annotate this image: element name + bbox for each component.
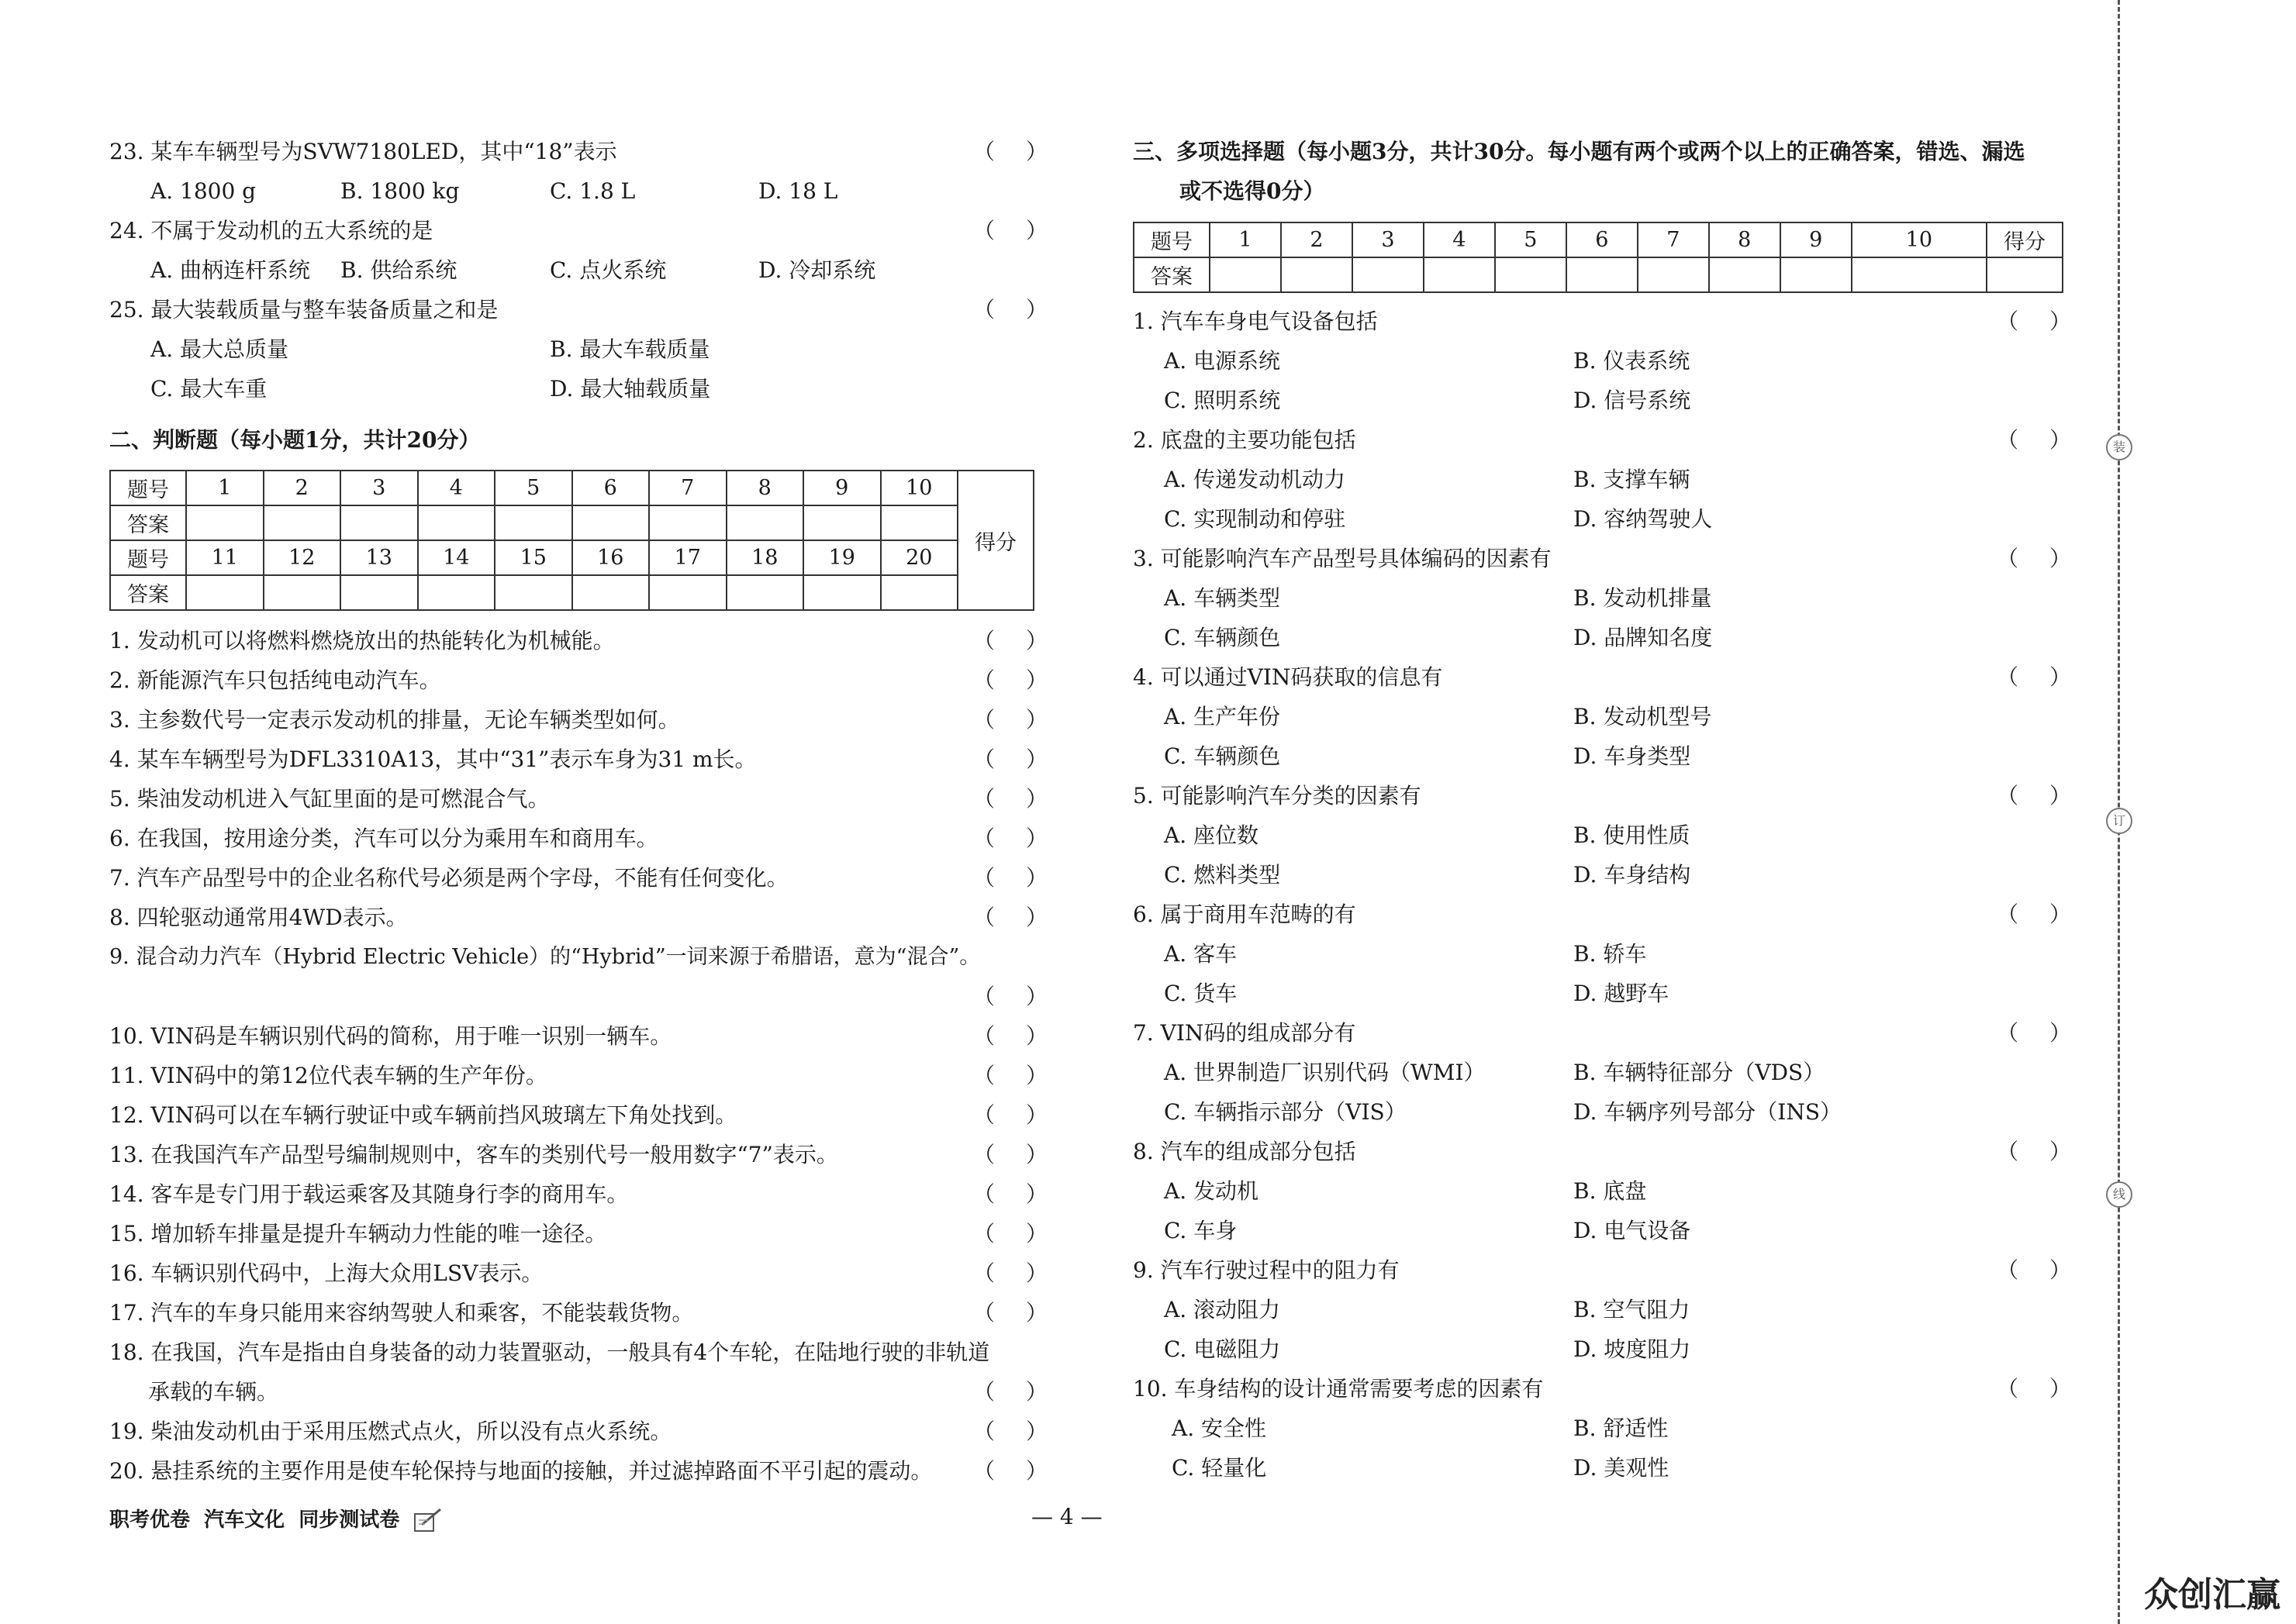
option-d[interactable]: D. 信号系统 xyxy=(1573,388,1691,413)
option-b[interactable]: B. 舒适性 xyxy=(1573,1415,1669,1441)
num-cell: 2 xyxy=(1281,222,1352,257)
option-a[interactable]: A. 安全性 xyxy=(1172,1415,1267,1441)
option-c[interactable]: C. 车身 xyxy=(1164,1218,1238,1243)
num-cell: 20 xyxy=(881,540,958,575)
option-b[interactable]: B. 底盘 xyxy=(1573,1178,1647,1204)
answer-parens[interactable]: （ ） xyxy=(973,786,1048,812)
num-cell: 1 xyxy=(1210,222,1281,257)
answer-parens[interactable]: （ ） xyxy=(973,218,1048,243)
question-text: 24. 不属于发动机的五大系统的是 xyxy=(109,218,433,243)
options-25-ab xyxy=(109,329,1048,369)
answer-parens[interactable]: （ ） xyxy=(973,139,1048,164)
judgment-8: 8. 四轮驱动通常用4WD表示。 （ ） xyxy=(109,898,1048,937)
option-b[interactable]: B. 发动机型号 xyxy=(1573,704,1712,729)
question-text: 7. VIN码的组成部分有 xyxy=(1133,1020,1356,1046)
option-d[interactable]: D. 车身类型 xyxy=(1573,743,1691,769)
option-a[interactable]: A. 发动机 xyxy=(1164,1178,1259,1204)
num-cell: 9 xyxy=(1780,222,1852,257)
option-b[interactable]: B. 供给系统 xyxy=(340,257,457,283)
option-d[interactable]: D. 品牌知名度 xyxy=(1573,625,1713,650)
option-a[interactable]: A. 滚动阻力 xyxy=(1164,1297,1281,1322)
question-24 xyxy=(109,211,1048,250)
answer-parens[interactable]: （ ） xyxy=(973,1102,1048,1128)
score-label: 得分 xyxy=(1987,222,2063,257)
judgment-16: 16. 车辆识别代码中，上海大众用LSV表示。 （ ） xyxy=(109,1253,1048,1293)
answer-cell[interactable] xyxy=(418,575,495,610)
judgment-3: 3. 主参数代号一定表示发动机的排量，无论车辆类型如何。 （ ） xyxy=(109,700,1048,740)
num-cell: 17 xyxy=(649,540,727,575)
option-d[interactable]: D. 最大轴载质量 xyxy=(550,376,711,402)
num-cell: 18 xyxy=(727,540,804,575)
answer-parens[interactable]: （ ） xyxy=(973,1458,1048,1484)
option-c[interactable]: C. 燃料类型 xyxy=(1164,862,1281,888)
label-ans: 答案 xyxy=(110,575,186,610)
num-cell: 5 xyxy=(495,471,572,505)
num-cell: 6 xyxy=(1566,222,1638,257)
judgment-18-cont: 承载的车辆。 （ ） xyxy=(109,1372,1048,1412)
answer-cell[interactable] xyxy=(803,505,881,540)
answer-parens[interactable]: （ ） xyxy=(973,628,1048,653)
answer-parens[interactable]: （ ） xyxy=(973,1300,1048,1326)
option-a[interactable]: A. 世界制造厂识别代码（WMI） xyxy=(1164,1060,1486,1085)
num-cell: 4 xyxy=(418,471,495,505)
num-cell: 16 xyxy=(572,540,650,575)
footer-text: 职考优卷 汽车文化 同步测试卷 xyxy=(109,1508,400,1532)
option-c[interactable]: C. 车辆指示部分（VIS） xyxy=(1164,1099,1407,1125)
option-b[interactable]: B. 空气阻力 xyxy=(1573,1297,1690,1322)
answer-parens[interactable]: （ ） xyxy=(973,1379,1048,1405)
answer-parens[interactable]: （ ） xyxy=(973,1023,1048,1049)
answer-parens[interactable]: （ ） xyxy=(973,1181,1048,1207)
num-cell: 4 xyxy=(1424,222,1495,257)
num-cell: 12 xyxy=(264,540,341,575)
num-cell: 11 xyxy=(186,540,264,575)
answer-cell[interactable] xyxy=(881,575,958,610)
num-cell: 6 xyxy=(572,471,650,505)
num-cell: 10 xyxy=(881,471,958,505)
option-a[interactable]: A. 座位数 xyxy=(1164,822,1259,848)
answer-cell[interactable] xyxy=(186,575,264,610)
option-d[interactable]: D. 车身结构 xyxy=(1573,862,1691,888)
option-d[interactable]: D. 车辆序列号部分（INS） xyxy=(1573,1099,1842,1125)
label-ans: 答案 xyxy=(110,505,186,540)
judgment-4: 4. 某车车辆型号为DFL3310A13，其中“31”表示车身为31 m长。 （ ） xyxy=(109,740,1048,779)
option-c[interactable]: C. 点火系统 xyxy=(550,257,667,283)
num-cell: 2 xyxy=(264,471,341,505)
option-a[interactable]: A. 生产年份 xyxy=(1164,704,1281,729)
answer-parens[interactable]: （ ） xyxy=(1997,546,2071,571)
answer-cell[interactable] xyxy=(1709,257,1780,292)
pencil-icon xyxy=(413,1508,444,1534)
multi-answer-table xyxy=(1133,222,2063,293)
judgment-11: 11. VIN码中的第12位代表车辆的生产年份。 （ ） xyxy=(109,1056,1048,1095)
answer-cell[interactable] xyxy=(264,575,341,610)
option-b[interactable]: B. 车辆特征部分（VDS） xyxy=(1573,1060,1825,1085)
judgment-10: 10. VIN码是车辆识别代码的简称，用于唯一识别一辆车。 （ ） xyxy=(109,1016,1048,1056)
answer-cell[interactable] xyxy=(572,575,650,610)
option-a[interactable]: A. 曲柄连杆系统 xyxy=(150,257,311,283)
option-b[interactable]: B. 发动机排量 xyxy=(1573,585,1712,611)
option-c[interactable]: C. 轻量化 xyxy=(1172,1455,1267,1481)
option-a[interactable]: A. 最大总质量 xyxy=(150,336,289,362)
binding-marker: 订 xyxy=(2106,808,2132,834)
judgment-20: 20. 悬挂系统的主要作用是使车轮保持与地面的接触，并过滤掉路面不平引起的震动。 （ ） xyxy=(109,1451,1048,1491)
question-text: 3. 可能影响汽车产品型号具体编码的因素有 xyxy=(1133,546,1552,571)
answer-parens[interactable]: （ ） xyxy=(973,984,1048,1009)
judgment-9: 9. 混合动力汽车（Hybrid Electric Vehicle）的“Hybrid”一词来源于希腊语，意为“混合”。 xyxy=(109,945,981,969)
score-cell: 得分 xyxy=(958,471,1034,610)
answer-parens[interactable]: （ ） xyxy=(973,905,1048,930)
judgment-6: 6. 在我国，按用途分类，汽车可以分为乘用车和商用车。 （ ） xyxy=(109,819,1048,858)
num-cell: 15 xyxy=(495,540,572,575)
answer-parens[interactable]: （ ） xyxy=(973,1260,1048,1286)
option-c[interactable]: C. 最大车重 xyxy=(150,376,268,402)
option-c[interactable]: C. 车辆颜色 xyxy=(1164,743,1281,769)
judgment-2: 2. 新能源汽车只包括纯电动汽车。 （ ） xyxy=(109,660,1048,700)
answer-cell[interactable] xyxy=(1852,257,1987,292)
question-text: 2. 底盘的主要功能包括 xyxy=(1133,427,1356,453)
options-25-cd xyxy=(109,369,1048,409)
option-a[interactable]: A. 传递发动机动力 xyxy=(1164,467,1346,492)
answer-cell[interactable] xyxy=(803,575,881,610)
answer-parens[interactable]: （ ） xyxy=(1997,664,2071,690)
option-b[interactable]: B. 轿车 xyxy=(1573,941,1647,967)
judgment-7: 7. 汽车产品型号中的企业名称代号必须是两个字母，不能有任何变化。 （ ） xyxy=(109,858,1048,898)
answer-parens[interactable]: （ ） xyxy=(973,1419,1048,1444)
label-no: 题号 xyxy=(110,540,186,575)
judgment-12: 12. VIN码可以在车辆行驶证中或车辆前挡风玻璃左下角处找到。 （ ） xyxy=(109,1095,1048,1135)
brand-watermark: 众创汇赢 xyxy=(2144,1575,2280,1615)
answer-cell[interactable] xyxy=(572,505,650,540)
answer-cell[interactable] xyxy=(495,575,572,610)
question-text: 10. 车身结构的设计通常需要考虑的因素有 xyxy=(1133,1376,1544,1402)
num-cell: 9 xyxy=(803,471,881,505)
answer-parens[interactable]: （ ） xyxy=(1997,309,2071,334)
answer-parens[interactable]: （ ） xyxy=(973,865,1048,891)
answer-parens[interactable]: （ ） xyxy=(973,826,1048,851)
num-cell: 7 xyxy=(649,471,727,505)
footer-series xyxy=(109,1504,444,1534)
answer-parens[interactable]: （ ） xyxy=(973,667,1048,693)
option-b[interactable]: B. 最大车载质量 xyxy=(550,336,710,362)
answer-cell[interactable] xyxy=(1352,257,1424,292)
question-text: 8. 汽车的组成部分包括 xyxy=(1133,1139,1356,1164)
answer-cell[interactable] xyxy=(418,505,495,540)
options-23 xyxy=(109,171,1048,211)
answer-cell[interactable] xyxy=(1281,257,1352,292)
option-d[interactable]: D. 越野车 xyxy=(1573,981,1669,1006)
question-text: 23. 某车车辆型号为SVW7180LED，其中“18”表示 xyxy=(109,139,617,164)
num-cell: 1 xyxy=(186,471,264,505)
options-24 xyxy=(109,250,1048,290)
judgment-15: 15. 增加轿车排量是提升车辆动力性能的唯一途径。 （ ） xyxy=(109,1214,1048,1253)
answer-parens[interactable]: （ ） xyxy=(973,1063,1048,1088)
option-d[interactable]: D. 18 L xyxy=(758,178,838,204)
answer-parens[interactable]: （ ） xyxy=(1997,783,2071,809)
question-text: 1. 汽车车身电气设备包括 xyxy=(1133,309,1378,334)
option-d[interactable]: D. 美观性 xyxy=(1573,1455,1669,1481)
option-b[interactable]: B. 使用性质 xyxy=(1573,822,1690,848)
option-d[interactable]: D. 坡度阻力 xyxy=(1573,1336,1691,1362)
judgment-19: 19. 柴油发动机由于采用压燃式点火，所以没有点火系统。 （ ） xyxy=(109,1412,1048,1451)
option-c[interactable]: C. 货车 xyxy=(1164,981,1238,1006)
answer-cell[interactable] xyxy=(1638,257,1709,292)
option-b[interactable]: B. 支撑车辆 xyxy=(1573,467,1690,492)
answer-cell[interactable] xyxy=(186,505,264,540)
option-b[interactable]: B. 仪表系统 xyxy=(1573,348,1690,374)
num-cell: 13 xyxy=(340,540,418,575)
num-cell: 5 xyxy=(1495,222,1566,257)
judgment-14: 14. 客车是专门用于载运乘客及其随身行李的商用车。 （ ） xyxy=(109,1174,1048,1214)
binding-marker: 线 xyxy=(2106,1181,2132,1208)
binding-marker: 装 xyxy=(2106,434,2132,460)
option-a[interactable]: A. 车辆类型 xyxy=(1164,585,1281,611)
option-b[interactable]: B. 1800 kg xyxy=(340,178,460,204)
answer-parens[interactable]: （ ） xyxy=(1997,902,2071,927)
num-cell: 19 xyxy=(803,540,881,575)
num-cell: 8 xyxy=(1709,222,1780,257)
option-c[interactable]: C. 照明系统 xyxy=(1164,388,1281,413)
judgment-5: 5. 柴油发动机进入气缸里面的是可燃混合气。 （ ） xyxy=(109,779,1048,819)
answer-cell[interactable] xyxy=(264,505,341,540)
question-text: 4. 可以通过VIN码获取的信息有 xyxy=(1133,664,1443,690)
question-text: 5. 可能影响汽车分类的因素有 xyxy=(1133,783,1421,809)
judgment-9-parens xyxy=(109,977,1048,1016)
answer-cell[interactable] xyxy=(727,505,804,540)
option-d[interactable]: D. 容纳驾驶人 xyxy=(1573,506,1713,532)
question-text: 9. 汽车行驶过程中的阻力有 xyxy=(1133,1257,1400,1283)
question-text: 6. 属于商用车范畴的有 xyxy=(1133,902,1356,927)
answer-cell[interactable] xyxy=(649,505,727,540)
option-c[interactable]: C. 车辆颜色 xyxy=(1164,625,1281,650)
question-23 xyxy=(109,132,1048,171)
num-cell: 14 xyxy=(418,540,495,575)
answer-cell[interactable] xyxy=(1210,257,1281,292)
section-3-title: 三、多项选择题（每小题3分，共计30分。每小题有两个或两个以上的正确答案，错选、漏选 xyxy=(1133,139,2025,164)
score-cell[interactable] xyxy=(1987,257,2063,292)
judgment-answer-table xyxy=(109,470,1034,611)
answer-parens[interactable]: （ ） xyxy=(1997,1139,2071,1164)
option-a[interactable]: A. 1800 g xyxy=(150,178,257,204)
option-d[interactable]: D. 冷却系统 xyxy=(758,257,876,283)
section-3-title-cont: 或不选得0分） xyxy=(1179,178,1325,204)
option-c[interactable]: C. 1.8 L xyxy=(550,178,636,204)
answer-parens[interactable]: （ ） xyxy=(973,297,1048,322)
judgment-17: 17. 汽车的车身只能用来容纳驾驶人和乘客，不能装载货物。 （ ） xyxy=(109,1293,1048,1333)
judgment-18: 18. 在我国，汽车是指由自身装备的动力装置驱动，一般具有4个车轮，在陆地行驶的非轨道 xyxy=(109,1340,990,1365)
answer-cell[interactable] xyxy=(340,575,418,610)
judgment-1: 1. 发动机可以将燃料燃烧放出的热能转化为机械能。 （ ） xyxy=(109,621,1048,660)
answer-parens[interactable]: （ ） xyxy=(973,1142,1048,1167)
label-no: 题号 xyxy=(110,471,186,505)
judgment-13: 13. 在我国汽车产品型号编制规则中，客车的类别代号一般用数字“7”表示。 （ ） xyxy=(109,1135,1048,1174)
question-25 xyxy=(109,290,1048,329)
label-ans: 答案 xyxy=(1134,257,1210,292)
answer-parens[interactable]: （ ） xyxy=(1997,1257,2071,1283)
option-c[interactable]: C. 实现制动和停驻 xyxy=(1164,506,1346,532)
answer-cell[interactable] xyxy=(1780,257,1852,292)
answer-cell[interactable] xyxy=(1566,257,1638,292)
option-a[interactable]: A. 客车 xyxy=(1164,941,1238,967)
answer-parens[interactable]: （ ） xyxy=(973,746,1048,772)
num-cell: 3 xyxy=(1352,222,1424,257)
answer-cell[interactable] xyxy=(340,505,418,540)
answer-parens[interactable]: （ ） xyxy=(1997,1020,2071,1046)
answer-parens[interactable]: （ ） xyxy=(973,707,1048,733)
page-number: — 4 — xyxy=(1031,1504,1103,1529)
answer-cell[interactable] xyxy=(1495,257,1566,292)
option-a[interactable]: A. 电源系统 xyxy=(1164,348,1281,374)
option-c[interactable]: C. 电磁阻力 xyxy=(1164,1336,1281,1362)
answer-cell[interactable] xyxy=(649,575,727,610)
answer-cell[interactable] xyxy=(495,505,572,540)
num-cell: 7 xyxy=(1638,222,1709,257)
question-text: 25. 最大装载质量与整车装备质量之和是 xyxy=(109,297,499,322)
answer-parens[interactable]: （ ） xyxy=(1997,1376,2071,1402)
section-2-title: 二、判断题（每小题1分，共计20分） xyxy=(109,427,481,453)
answer-cell[interactable] xyxy=(881,505,958,540)
num-cell: 8 xyxy=(727,471,804,505)
answer-cell[interactable] xyxy=(727,575,804,610)
num-cell: 10 xyxy=(1852,222,1987,257)
option-d[interactable]: D. 电气设备 xyxy=(1573,1218,1691,1243)
answer-parens[interactable]: （ ） xyxy=(973,1221,1048,1246)
label-no: 题号 xyxy=(1134,222,1210,257)
answer-parens[interactable]: （ ） xyxy=(1997,427,2071,453)
answer-cell[interactable] xyxy=(1424,257,1495,292)
num-cell: 3 xyxy=(340,471,418,505)
